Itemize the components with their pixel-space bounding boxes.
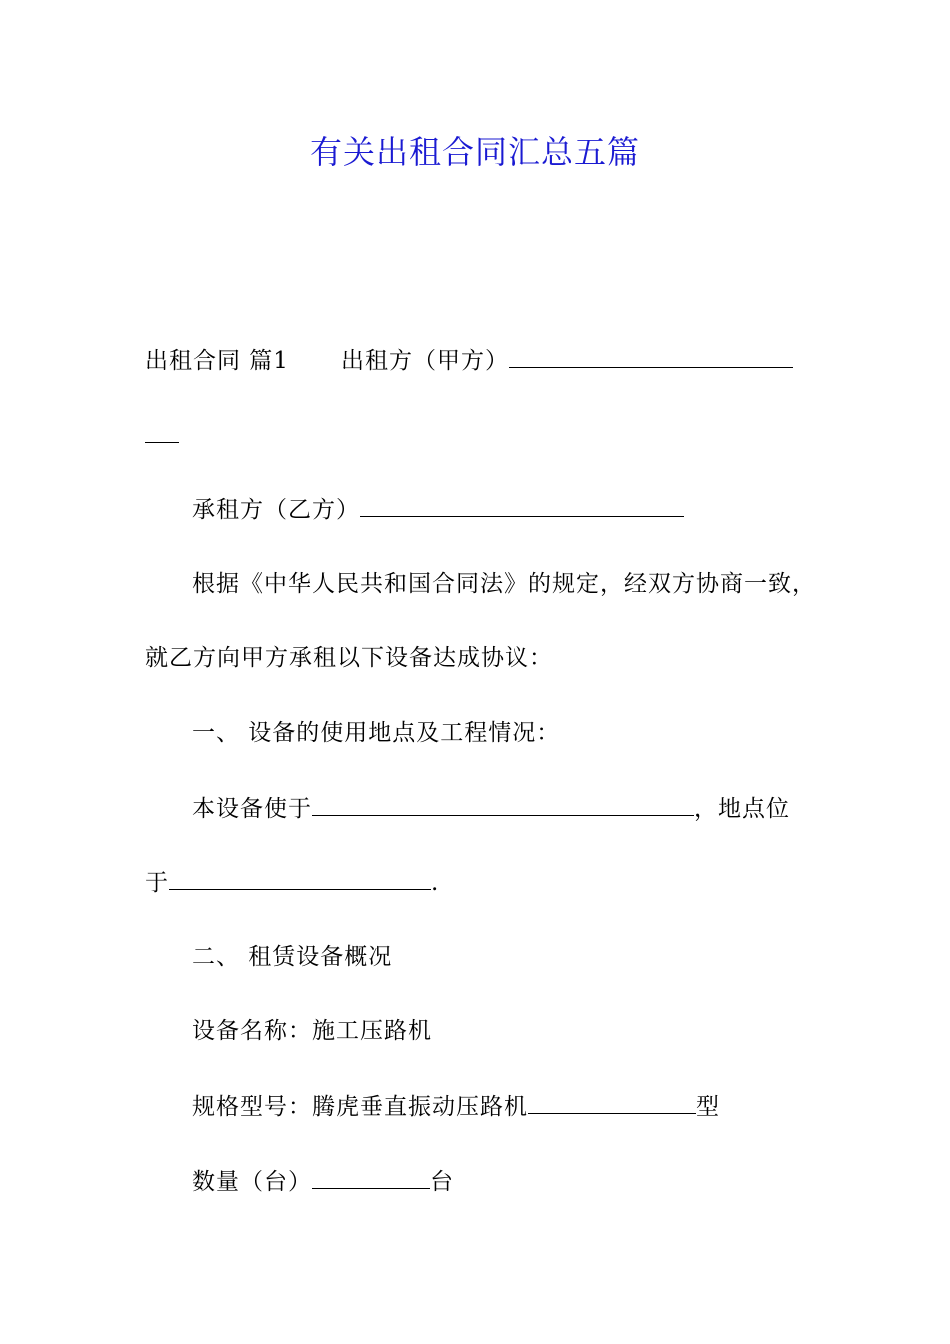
paragraph-text: 就乙方向甲方承租以下设备达成协议： bbox=[145, 645, 553, 671]
equipment-name: 设备名称：施工压路机 bbox=[192, 1018, 432, 1044]
model-line bbox=[192, 1091, 720, 1122]
lessor-label: 出租方（甲方） bbox=[340, 348, 509, 374]
contract-section-label: 出租合同 篇1 bbox=[145, 348, 289, 374]
usage-blank[interactable] bbox=[312, 793, 694, 816]
lessor-blank-continued-line bbox=[145, 420, 179, 451]
contract-heading-line bbox=[145, 345, 793, 376]
section-heading: 一、 设备的使用地点及工程情况： bbox=[192, 720, 561, 746]
model-blank[interactable] bbox=[528, 1091, 696, 1114]
location-blank[interactable] bbox=[169, 867, 431, 890]
quantity-blank[interactable] bbox=[312, 1166, 430, 1189]
model-label: 规格型号：腾虎垂直振动压路机 bbox=[192, 1094, 528, 1120]
model-suffix: 型 bbox=[696, 1094, 720, 1120]
quantity-line bbox=[192, 1166, 454, 1197]
lessee-blank[interactable] bbox=[360, 494, 684, 517]
period: . bbox=[431, 870, 440, 896]
section-heading-line bbox=[192, 942, 392, 972]
quantity-label: 数量（台） bbox=[192, 1169, 312, 1195]
location-prefix: 于 bbox=[145, 870, 169, 896]
paragraph-line bbox=[145, 643, 553, 673]
location-label: ，地点位 bbox=[694, 796, 790, 822]
lessee-label: 承租方（乙方） bbox=[192, 497, 360, 523]
location-line bbox=[145, 867, 439, 898]
lessee-line bbox=[192, 494, 684, 525]
equipment-name-line bbox=[192, 1016, 432, 1046]
paragraph-text: 根据《中华人民共和国合同法》的规定，经双方协商一致， bbox=[192, 571, 816, 597]
quantity-unit: 台 bbox=[430, 1169, 454, 1195]
paragraph-line bbox=[192, 569, 816, 599]
usage-line bbox=[192, 793, 790, 824]
usage-label: 本设备使于 bbox=[192, 796, 312, 822]
document-title: 有关出租合同汇总五篇 bbox=[309, 133, 640, 171]
lessor-blank[interactable] bbox=[509, 345, 793, 368]
section-heading: 二、 租赁设备概况 bbox=[192, 944, 393, 970]
section-heading-line bbox=[192, 718, 560, 748]
lessor-blank-continued[interactable] bbox=[145, 420, 179, 443]
